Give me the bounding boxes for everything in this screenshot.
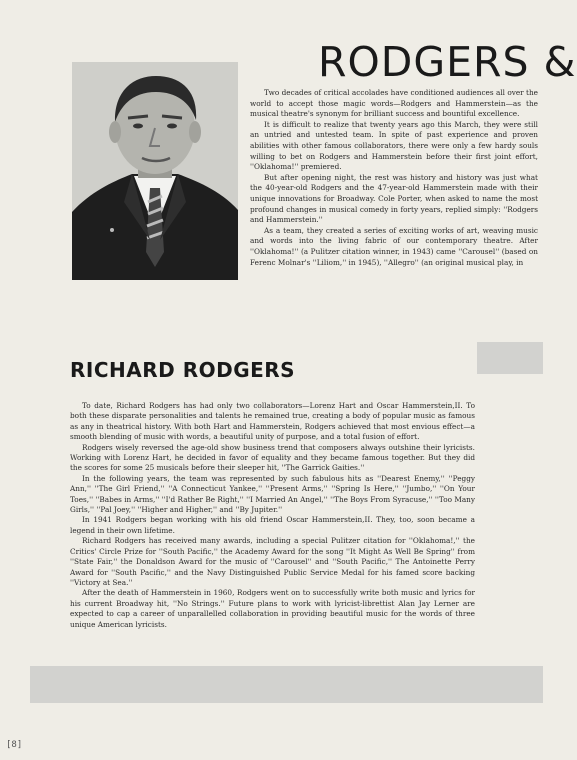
body-paragraph: Rodgers wisely reversed the age-old show business trend that composers always outshine their lyricists. Working with Lorenz Hart, he decided in favor of equality and they became famous together. But they did the scores for some 25 musicals before their sleeper hit, ''The Garrick Gaities.'' [70, 442, 475, 473]
body-paragraph: After the death of Hammerstein in 1960, Rodgers went on to successfully write both music and lyrics for his current Broadway hit, ''No Strings.'' Future plans to work with lyricist-librettist Alan Jay Lerner are expected to cap a career of unparallelled collaboration in providing beautiful music for the words of three unique American lyricists. [70, 588, 475, 629]
intro-paragraph: But after opening night, the rest was history and history was just what the 40-year-old Rodgers and the 47-year-old Hammerstein made with their unique innovations for Broadway. Cole Porter, when asked to name the most profound changes in musical comedy in forty years, replied simply: ''Rodgers and Hammerstein.'' [250, 172, 538, 225]
body-paragraph: In 1941 Rodgers began working with his old friend Oscar Hammerstein,II. They, too, soon became a legend in their own lifetime. [70, 515, 475, 535]
page-number: [8] [6, 740, 23, 750]
body-paragraph: To date, Richard Rodgers has had only two collaborators—Lorenz Hart and Oscar Hammerstein,II. To both these disparate personalities and talents he remained true, creating a body of popular music as famous as any in theatrical history. With both Hart and Hammerstein, Rodgers achieved that most envious effect—a smooth blending of music with words, a beautiful unity of purpose, and a total fusion of effort. [70, 401, 475, 442]
intro-paragraph: As a team, they created a series of exciting works of art, weaving music and words into the living fabric of our contemporary theatre. After ''Oklahoma!'' (a Pulitzer citation winner, in 1943) came ''Carousel'' (based on Ferenc Molnar's ''Liliom,'' in 1945), ''Allegro'' (an original musical play, in [250, 225, 538, 267]
section-title: RICHARD RODGERS [70, 358, 296, 382]
intro-paragraph: It is difficult to realize that twenty years ago this March, they were still an untried and untested team. In spite of past experience and proven abilities with other famous collaborators, there were only a few hardy souls willing to bet on Rodgers and Hammerstein before their first joint effort, ''Oklahoma!'' premiered. [250, 119, 538, 172]
intro-paragraph: Two decades of critical accolades have conditioned audiences all over the world to accept those magic words—Rodgers and Hammerstein—as the musical theatre's synonym for brilliant success and bountiful excellence. [250, 88, 538, 119]
decorative-gray-band [30, 666, 543, 703]
body-text [70, 401, 475, 630]
body-paragraph: In the following years, the team was represented by such fabulous hits as ''Dearest Enemy,'' ''Peggy Ann,'' ''The Girl Friend,'' ''A Connecticut Yankee,'' ''Present Arms,'' ''Spring Is Here,'' ''Jumbo,'' ''On Your Toes,'' ''Babes in Arms,'' ''I'd Rather Be Right,'' ''I Married An Angel,'' ''The Boys From Syracuse,'' ''Too Many Girls,'' ''Pal Joey,'' ''Higher and Higher,'' and ''By Jupiter.'' [70, 473, 475, 515]
decorative-gray-box [477, 342, 543, 374]
intro-text [250, 88, 538, 268]
portrait-photo-icon [72, 62, 238, 280]
page-headline: RODGERS & [318, 38, 577, 86]
portrait-photo [72, 62, 238, 280]
body-paragraph: Richard Rodgers has received many awards, including a special Pulitzer citation for ''Oklahoma!,'' the Critics' Circle Prize for ''South Pacific,'' the Academy Award for the song ''It Might As Well Be Spring'' from ''State Fair,'' the Donaldson Award for the music of ''Carousel'' and ''South Pacific,'' The Antoinette Perry Award for ''South Pacific,'' and the Navy Distinguished Public Service Medal for his famed score backing ''Victory at Sea.'' [70, 536, 475, 587]
